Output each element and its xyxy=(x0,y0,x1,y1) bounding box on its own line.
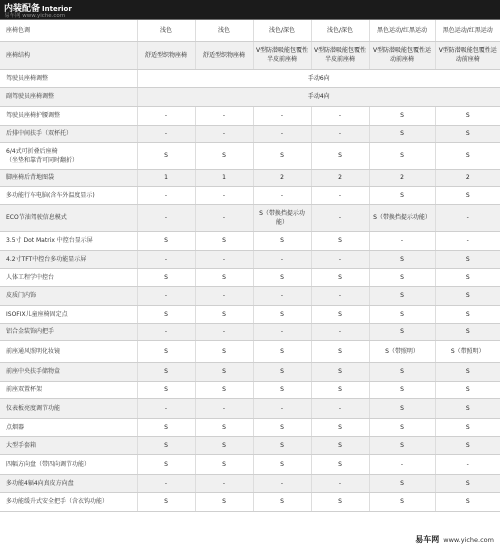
table-row xyxy=(0,106,500,125)
spec-value: S xyxy=(195,436,253,454)
spec-value: S xyxy=(311,268,369,286)
section-subtitle: 易车网 www.yiche.com xyxy=(4,13,66,19)
spec-value: S xyxy=(195,454,253,474)
spec-value: S xyxy=(195,268,253,286)
section-title-en: Interior xyxy=(42,5,72,13)
table-row xyxy=(0,418,500,436)
row-label: 多功能行车电脑(含车外温度显示) xyxy=(0,186,137,204)
row-label: 皮质门内饰 xyxy=(0,286,137,305)
row-label: 四幅方向盘（带四向调节功能） xyxy=(0,454,137,474)
spec-value: S xyxy=(311,381,369,398)
spec-value: 舒适型织物座椅 xyxy=(195,41,253,69)
spec-value: S xyxy=(253,418,311,436)
spec-value: S xyxy=(137,454,195,474)
spec-value: S xyxy=(195,362,253,381)
spec-value: S（带换挡提示功能） xyxy=(369,204,435,231)
spec-value: S xyxy=(253,436,311,454)
spec-value: 2 xyxy=(253,169,311,186)
row-label: 前座双置杯架 xyxy=(0,381,137,398)
table-row xyxy=(0,436,500,454)
spec-value: S xyxy=(195,142,253,169)
spec-value: S xyxy=(435,474,500,492)
spec-value: 2 xyxy=(311,169,369,186)
spec-value: - xyxy=(435,454,500,474)
spec-value: - xyxy=(195,125,253,142)
row-label: 点烟器 xyxy=(0,418,137,436)
spec-value: S xyxy=(369,305,435,323)
row-label: 座椅结构 xyxy=(0,41,137,69)
spec-value: - xyxy=(253,323,311,340)
spec-value: S xyxy=(195,231,253,250)
spec-value: - xyxy=(253,186,311,204)
spec-value: S xyxy=(137,142,195,169)
spec-value: S xyxy=(311,305,369,323)
spec-value: S xyxy=(369,362,435,381)
table-row xyxy=(0,250,500,268)
table-row xyxy=(0,286,500,305)
spec-value: - xyxy=(311,250,369,268)
spec-value: S xyxy=(435,381,500,398)
spec-value: 浅色 xyxy=(195,20,253,41)
spec-value: S xyxy=(369,323,435,340)
spec-value: V型防潜吸能包覆性半皮前座椅 xyxy=(311,41,369,69)
spec-value: S xyxy=(253,305,311,323)
spec-value: - xyxy=(137,204,195,231)
table-row xyxy=(0,492,500,511)
spec-value: S xyxy=(435,250,500,268)
spec-value: S（带照明） xyxy=(435,340,500,362)
row-label: 驾驶员座椅护腰调整 xyxy=(0,106,137,125)
spec-value: S xyxy=(137,305,195,323)
table-row xyxy=(0,323,500,340)
table-row xyxy=(0,381,500,398)
spec-value: S xyxy=(253,268,311,286)
spec-value: - xyxy=(253,474,311,492)
row-label: 4.2寸TFT中控台多功能显示屏 xyxy=(0,250,137,268)
row-label: ECO节油驾驶信息模式 xyxy=(0,204,137,231)
spec-value: S xyxy=(435,492,500,511)
spec-value: S xyxy=(369,474,435,492)
spec-value: S xyxy=(137,231,195,250)
spec-value: S xyxy=(253,492,311,511)
table-row xyxy=(0,87,500,106)
spec-value: - xyxy=(137,398,195,418)
spec-value: S xyxy=(311,231,369,250)
spec-value: - xyxy=(195,398,253,418)
spec-value: S xyxy=(369,381,435,398)
table-row xyxy=(0,186,500,204)
spec-value: S（带换挡提示功能） xyxy=(253,204,311,231)
spec-value: S xyxy=(369,492,435,511)
table-row xyxy=(0,169,500,186)
row-label: 副驾驶员座椅调整 xyxy=(0,87,137,106)
spec-value: 舒适型织物座椅 xyxy=(137,41,195,69)
spec-value: V型防潜吸能包覆性运动前座椅 xyxy=(369,41,435,69)
spec-value: 黑色运动/红黑运动 xyxy=(435,20,500,41)
spec-value: - xyxy=(311,125,369,142)
row-label: 脚座椅后背地图袋 xyxy=(0,169,137,186)
spec-value: - xyxy=(253,398,311,418)
spec-value: S xyxy=(137,436,195,454)
spec-value: S xyxy=(435,436,500,454)
row-label: 人体工程学中控台 xyxy=(0,268,137,286)
spec-value: S xyxy=(137,492,195,511)
row-label: 大型手套箱 xyxy=(0,436,137,454)
table-row xyxy=(0,340,500,362)
spec-value: S xyxy=(137,418,195,436)
row-label: ISOFIX儿童座椅固定点 xyxy=(0,305,137,323)
row-label: 3.5寸 Dot Matrix 中控台显示屏 xyxy=(0,231,137,250)
table-row xyxy=(0,125,500,142)
spec-value: - xyxy=(311,286,369,305)
table-row-color xyxy=(0,20,500,41)
spec-value: - xyxy=(195,204,253,231)
spec-value: S xyxy=(435,418,500,436)
row-label: 驾驶员座椅调整 xyxy=(0,69,137,87)
spec-value: S xyxy=(195,340,253,362)
spec-value: - xyxy=(369,231,435,250)
spec-value: S xyxy=(435,142,500,169)
spec-value: S xyxy=(311,340,369,362)
row-label: 仪表板亮度调节功能 xyxy=(0,398,137,418)
spec-value: - xyxy=(195,474,253,492)
table-row xyxy=(0,268,500,286)
section-header xyxy=(0,0,500,20)
spec-value: S xyxy=(369,436,435,454)
spec-value: - xyxy=(137,286,195,305)
spec-value: S xyxy=(253,340,311,362)
spec-value: S xyxy=(137,381,195,398)
spec-value: S xyxy=(195,418,253,436)
spec-value: S xyxy=(311,362,369,381)
row-label: 后排中间扶手（双杯托） xyxy=(0,125,137,142)
table-row xyxy=(0,398,500,418)
spec-value: S xyxy=(253,362,311,381)
spec-value: S xyxy=(195,381,253,398)
spec-value: S xyxy=(369,142,435,169)
spec-value: 2 xyxy=(369,169,435,186)
spec-value: - xyxy=(137,186,195,204)
spec-value: S xyxy=(253,142,311,169)
spec-value: S xyxy=(137,362,195,381)
spec-value: - xyxy=(253,286,311,305)
spec-value: - xyxy=(253,250,311,268)
spec-value: - xyxy=(311,323,369,340)
spec-value: 1 xyxy=(137,169,195,186)
table-row-structure xyxy=(0,41,500,69)
spec-value: S xyxy=(369,250,435,268)
spec-value: S xyxy=(311,418,369,436)
watermark-url: www.yiche.com xyxy=(443,536,494,544)
spec-value: S xyxy=(369,125,435,142)
spec-value: S xyxy=(311,492,369,511)
spec-value: - xyxy=(311,204,369,231)
spec-value: S xyxy=(435,362,500,381)
section-title-cn: 内装配备 xyxy=(4,4,41,14)
spec-value: - xyxy=(195,186,253,204)
spec-value: - xyxy=(311,106,369,125)
spec-value: S xyxy=(435,305,500,323)
spec-value: - xyxy=(137,250,195,268)
spec-value: S（带照明） xyxy=(369,340,435,362)
table-row xyxy=(0,231,500,250)
spec-value: - xyxy=(311,474,369,492)
spec-value: S xyxy=(369,398,435,418)
spec-value: S xyxy=(195,492,253,511)
spec-value: - xyxy=(369,454,435,474)
spec-value: S xyxy=(195,305,253,323)
spec-value: S xyxy=(435,186,500,204)
table-row xyxy=(0,474,500,492)
spec-value: S xyxy=(369,418,435,436)
spec-value: S xyxy=(369,268,435,286)
row-label: 前座通风照明化妆镜 xyxy=(0,340,137,362)
row-label: 6/4式可折叠后座椅 （坐垫和靠背可同时翻折） xyxy=(0,142,137,169)
spec-value: - xyxy=(435,204,500,231)
spec-value: 黑色运动/红黑运动 xyxy=(369,20,435,41)
spec-value: S xyxy=(435,268,500,286)
spec-value: 浅色/深色 xyxy=(253,20,311,41)
spec-value: - xyxy=(137,125,195,142)
spec-value: - xyxy=(311,398,369,418)
spec-value: - xyxy=(435,231,500,250)
spec-value: 1 xyxy=(195,169,253,186)
spec-value: S xyxy=(435,106,500,125)
spec-value: S xyxy=(369,186,435,204)
spec-value: - xyxy=(195,323,253,340)
spec-value: S xyxy=(311,142,369,169)
spec-value: V型防潜吸能包覆性运动前座椅 xyxy=(435,41,500,69)
spec-value: - xyxy=(195,286,253,305)
spec-value: V型防潜吸能包覆性半皮前座椅 xyxy=(253,41,311,69)
spec-value: - xyxy=(253,125,311,142)
spec-value-merged: 手动4向 xyxy=(137,87,500,106)
row-label: 座椅色调 xyxy=(0,20,137,41)
spec-value: 2 xyxy=(435,169,500,186)
spec-value: - xyxy=(137,323,195,340)
table-row xyxy=(0,362,500,381)
watermark-brand: 易车网 xyxy=(415,535,440,544)
table-row xyxy=(0,454,500,474)
spec-value: S xyxy=(435,125,500,142)
spec-value: S xyxy=(311,436,369,454)
spec-value: S xyxy=(435,323,500,340)
spec-value-merged: 手动6向 xyxy=(137,69,500,87)
row-label: 前座中央扶手储物盒 xyxy=(0,362,137,381)
row-label: 多功能4辐4向真皮方向盘 xyxy=(0,474,137,492)
table-row xyxy=(0,204,500,231)
spec-table xyxy=(0,20,500,512)
table-row xyxy=(0,305,500,323)
spec-value: - xyxy=(137,474,195,492)
spec-value: - xyxy=(311,186,369,204)
spec-value: S xyxy=(253,381,311,398)
spec-value: S xyxy=(311,454,369,474)
spec-value: - xyxy=(195,250,253,268)
spec-value: 浅色 xyxy=(137,20,195,41)
spec-value: - xyxy=(253,106,311,125)
spec-value: 浅色/深色 xyxy=(311,20,369,41)
spec-value: S xyxy=(137,268,195,286)
spec-value: S xyxy=(369,106,435,125)
watermark xyxy=(415,534,494,545)
spec-value: - xyxy=(137,106,195,125)
row-label: 铝合金装饰内把手 xyxy=(0,323,137,340)
spec-value: S xyxy=(435,398,500,418)
spec-value: S xyxy=(137,340,195,362)
spec-value: - xyxy=(195,106,253,125)
spec-value: S xyxy=(435,286,500,305)
row-label: 多功能缓升式安全把手（含衣钩功能） xyxy=(0,492,137,511)
table-row xyxy=(0,69,500,87)
spec-value: S xyxy=(369,286,435,305)
spec-value: S xyxy=(253,454,311,474)
spec-value: S xyxy=(253,231,311,250)
table-row xyxy=(0,142,500,169)
